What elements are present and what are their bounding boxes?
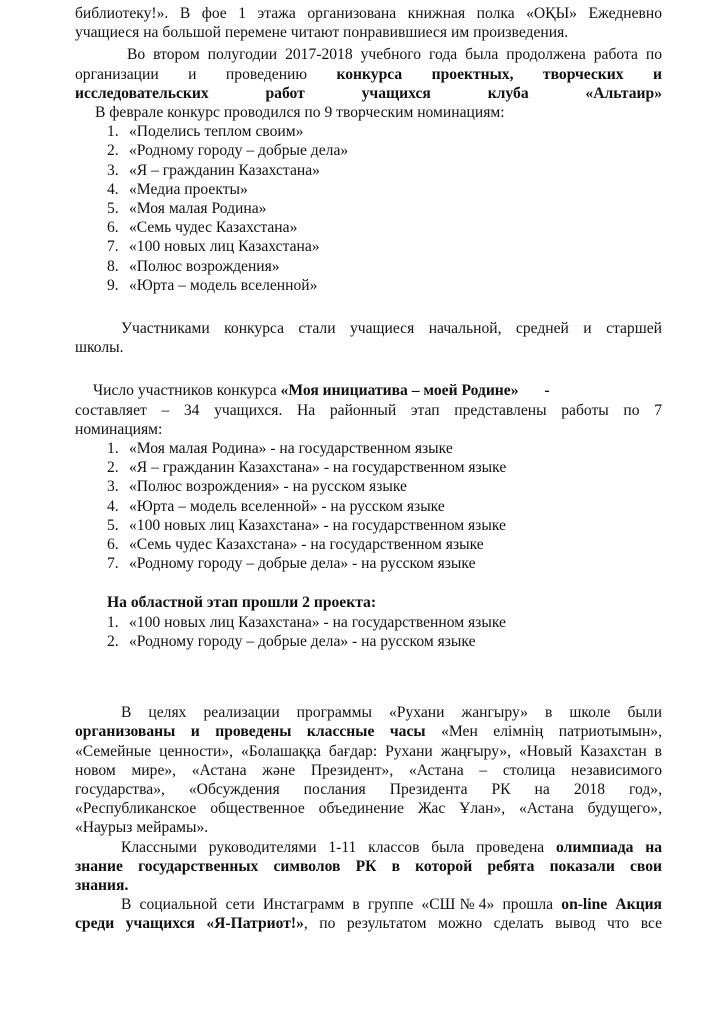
bold-line: На областной этап прошли 2 проекта: — [107, 594, 377, 612]
text-fragment: - — [540, 382, 550, 400]
list-item-number: 4. — [107, 180, 119, 198]
paragraph-rukhani — [75, 703, 662, 837]
paragraph-participants — [75, 319, 662, 357]
list-item — [107, 439, 662, 458]
list-item — [107, 237, 662, 256]
list-item-number: 7. — [107, 555, 119, 573]
paragraph-instagram — [75, 895, 662, 933]
bold-line: знание государственных символов РК в которой ребята показали свои — [75, 857, 662, 875]
text-line: библиотеку!». В фое 1 этажа организована книжная полка «ОҚЫ» Ежедневно — [75, 5, 662, 22]
text-fragment: Число участников конкурса — [93, 382, 281, 400]
text-line: школы. — [75, 339, 124, 357]
list-item — [107, 477, 662, 496]
text-line — [75, 838, 662, 857]
bold-fragment: организованы и проведены классные часы — [75, 723, 426, 741]
list-item-text: «Я – гражданин Казахстана» — [129, 161, 320, 179]
district-list — [107, 439, 662, 573]
list-item-text: «Родному городу – добрые дела» — [129, 142, 349, 160]
list-item-text: «Юрта – модель вселенной» - на русском языке — [129, 497, 445, 515]
text-line: В целях реализации программы «Рухани жангыру» в школе были — [121, 704, 662, 722]
list-item-text: «Я – гражданин Казахстана» - на государственном языке — [129, 459, 507, 477]
list-item-text: «Полюс возрождения» - на русском языке — [129, 478, 407, 496]
text-fragment: «Мен елімнің патриотымын», — [425, 723, 663, 741]
list-item-number: 8. — [107, 257, 119, 275]
text-line — [75, 722, 662, 741]
paragraph-initiative — [75, 381, 662, 439]
list-item — [107, 218, 662, 237]
list-item — [107, 161, 662, 180]
nominations-list — [107, 122, 662, 295]
text-fragment: В социальной сети Инстаграмм в группе «СШ№4» прошла — [121, 896, 562, 914]
list-item-number: 5. — [107, 516, 119, 534]
list-item-number: 3. — [107, 478, 119, 496]
list-item — [107, 141, 662, 160]
list-item-text: «Моя малая Родина» — [129, 200, 267, 218]
text-fragment: Классными руководителями 1-11 классов была проведена — [121, 838, 557, 856]
list-item-text: «100 новых лиц Казахстана» - на государственном языке — [129, 516, 506, 534]
regional-list — [107, 613, 662, 651]
list-item-number: 5. — [107, 200, 119, 218]
list-item-number: 6. — [107, 536, 119, 554]
list-item-text: «Семь чудес Казахстана» - на государственном языке — [129, 536, 484, 554]
bold-fragment: «Моя инициатива – моей Родине» — [280, 382, 519, 400]
bold-fragment: олимпиада на — [556, 838, 662, 856]
list-item — [107, 535, 662, 554]
text-fragment: организации и проведению — [75, 65, 337, 83]
paragraph-contest-intro — [75, 45, 662, 103]
list-item-text: «Поделись теплом своим» — [129, 123, 304, 141]
text-line: «Республиканское общественное объединение Жас Ұлан», «Астана будущего», — [75, 800, 662, 818]
list-item-text: «Медиа проекты» — [129, 180, 248, 198]
text-line: «Семейные ценности», «Болашаққа бағдар: Рухани жаңғыру», «Новый Казахстан в — [75, 742, 662, 760]
regional-heading — [107, 593, 662, 612]
list-item — [107, 613, 662, 632]
list-item — [107, 458, 662, 477]
list-item — [107, 516, 662, 535]
list-item — [107, 632, 662, 651]
list-item — [107, 199, 662, 218]
list-item-number: 2. — [107, 632, 119, 650]
list-item-text: «100 новых лиц Казахстана» - на государственном языке — [129, 613, 506, 631]
list-item-number: 2. — [107, 459, 119, 477]
list-item-number: 2. — [107, 142, 119, 160]
list-item — [107, 554, 662, 573]
bold-fragment: среди учащихся «Я-Патриот!» — [75, 915, 304, 933]
list-item — [107, 497, 662, 516]
text-line: Участниками конкурса стали учащиеся начальной, средней и старшей — [121, 320, 662, 338]
text-line: учащиеся на большой перемене читают понравившиеся им произведения. — [75, 24, 569, 42]
text-line — [75, 914, 662, 933]
bold-line: исследовательских работ учащихся клуба «Альтаир» — [75, 84, 662, 102]
text-line — [75, 381, 662, 400]
paragraph-nominations-intro — [95, 103, 662, 122]
text-fragment: , по результатом можно сделать вывод что все — [303, 915, 662, 933]
list-item-number: 1. — [107, 613, 119, 631]
text-line: «Наурыз мейрамы». — [75, 819, 209, 837]
list-item — [107, 257, 662, 276]
list-item-text: «Родному городу – добрые дела» - на русском языке — [129, 555, 476, 573]
list-item-number: 4. — [107, 497, 119, 515]
text-line: Во втором полугодии 2017-2018 учебного года была продолжена работа по — [127, 46, 662, 64]
list-item — [107, 122, 662, 141]
list-item-text: «100 новых лиц Казахстана» — [129, 238, 320, 256]
list-item — [107, 180, 662, 199]
text-line: составляет – 34 учащихся. На районный этап представлены работы по 7 — [75, 401, 662, 419]
list-item-text: «Полюс возрождения» — [129, 257, 280, 275]
text-line — [75, 895, 662, 914]
bold-fragment: on-line Акция — [561, 896, 662, 914]
text-line: В феврале конкурс проводился по 9 творческим номинациям: — [95, 104, 505, 122]
paragraph-olympiad — [75, 838, 662, 896]
list-item-number: 6. — [107, 219, 119, 237]
list-item-number: 1. — [107, 440, 119, 458]
text-line — [75, 65, 662, 84]
list-item-text: «Семь чудес Казахстана» — [129, 219, 298, 237]
list-item-number: 7. — [107, 238, 119, 256]
text-line: государства», «Обсуждения послания Президента РК на 2018 год», — [75, 780, 662, 798]
list-item-number: 9. — [107, 276, 119, 294]
bold-fragment: конкурса проектных, творческих и — [336, 65, 662, 83]
list-item-text: «Моя малая Родина» - на государственном языке — [129, 440, 453, 458]
list-item — [107, 276, 662, 295]
paragraph-library — [75, 4, 662, 42]
list-item-number: 3. — [107, 161, 119, 179]
bold-line: знания. — [75, 876, 129, 894]
text-line: новом мире», «Астана және Президент», «Астана – столица независимого — [75, 761, 662, 779]
list-item-text: «Родному городу – добрые дела» - на русском языке — [129, 632, 476, 650]
text-line: номинациям: — [75, 420, 163, 438]
list-item-number: 1. — [107, 123, 119, 141]
list-item-text: «Юрта – модель вселенной» — [129, 276, 318, 294]
